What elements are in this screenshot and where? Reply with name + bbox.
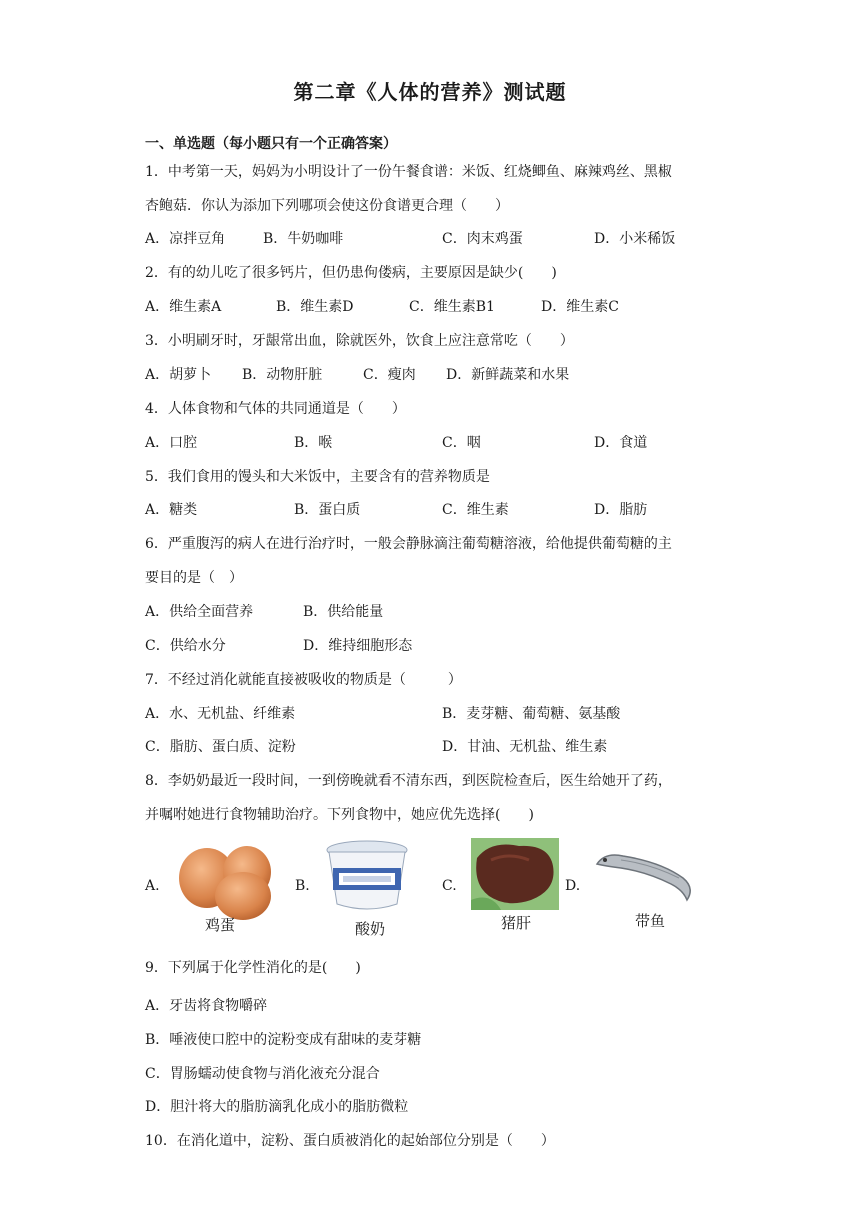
section-heading: 一、单选题（每小题只有一个正确答案） [145,136,397,152]
q6-option-c: C．供给水分 [145,638,226,654]
q3-option-d: D．新鲜蔬菜和水果 [446,367,570,383]
q4-option-d: D．食道 [594,435,648,451]
q5-option-c: C．维生素 [442,502,509,518]
q6-option-b: B．供给能量 [303,604,384,620]
question-2-text: 2．有的幼儿吃了很多钙片，但仍患佝偻病，主要原因是缺少( ) [145,265,557,281]
q4-option-b: B．喉 [294,435,333,451]
q4-option-c: C．咽 [442,435,481,451]
q2-option-a: A．维生素A [145,299,222,315]
q8-image-options [145,838,725,938]
q8-caption-yogurt: 酸奶 [355,920,386,938]
q9-option-d: D．胆汁将大的脂肪滴乳化成小的脂肪微粒 [145,1099,409,1115]
question-6-text-cont: 要目的是（ ） [145,570,243,586]
q8-option-a: A. [145,878,160,894]
q4-option-a: A．口腔 [145,435,198,451]
q7-option-d: D．甘油、无机盐、维生素 [442,739,608,755]
q8-caption-egg: 鸡蛋 [205,916,236,934]
q1-option-b: B．牛奶咖啡 [263,231,344,247]
q8-caption-hairtail-fish: 带鱼 [635,912,666,930]
question-9-text: 9．下列属于化学性消化的是( ) [145,960,361,976]
q9-option-b: B．唾液使口腔中的淀粉变成有甜味的麦芽糖 [145,1032,422,1048]
q3-option-c: C．瘦肉 [363,367,416,383]
q9-option-c: C．胃肠蠕动使食物与消化液充分混合 [145,1066,380,1082]
q8-option-c: C. [442,878,457,894]
q8-option-d: D. [565,878,581,894]
q2-option-d: D．维生素C [541,299,619,315]
q7-option-b: B．麦芽糖、葡萄糖、氨基酸 [442,706,621,722]
question-10-text: 10．在消化道中，淀粉、蛋白质被消化的起始部位分别是（ ） [145,1133,555,1149]
page-title: 第二章《人体的营养》测试题 [293,80,567,104]
q5-option-d: D．脂肪 [594,502,648,518]
q3-option-b: B．动物肝脏 [242,367,323,383]
q5-option-b: B．蛋白质 [294,502,361,518]
q3-option-a: A．胡萝卜 [145,367,212,383]
q2-option-b: B．维生素D [276,299,354,315]
q1-option-c: C．肉末鸡蛋 [442,231,523,247]
q5-option-a: A．糖类 [145,502,198,518]
q8-caption-pork-liver: 猪肝 [501,914,532,932]
q6-option-d: D．维持细胞形态 [303,638,413,654]
q7-option-a: A．水、无机盐、纤维素 [145,706,296,722]
question-6-text: 6．严重腹泻的病人在进行治疗时，一般会静脉滴注葡萄糖溶液，给他提供葡萄糖的主 [145,536,672,552]
question-5-text: 5．我们食用的馒头和大米饭中，主要含有的营养物质是 [145,469,490,485]
question-8-text: 8．李奶奶最近一段时间，一到傍晚就看不清东西，到医院检查后，医生给她开了药， [145,773,672,789]
q6-option-a: A．供给全面营养 [145,604,254,620]
q2-option-c: C．维生素B1 [409,299,495,315]
question-7-text: 7．不经过消化就能直接被吸收的物质是（ ） [145,672,462,688]
question-1-text-cont: 杏鲍菇．你认为添加下列哪项会使这份食谱更合理（ ） [145,198,509,214]
question-1-text: 1．中考第一天，妈妈为小明设计了一份午餐食谱：米饭、红烧鲫鱼、麻辣鸡丝、黑椒 [145,164,672,180]
q1-option-a: A．凉拌豆角 [145,231,226,247]
question-3-text: 3．小明刷牙时，牙龈常出血，除就医外，饮食上应注意常吃（ ） [145,333,574,349]
q1-option-d: D．小米稀饭 [594,231,676,247]
question-8-text-cont: 并嘱咐她进行食物辅助治疗。下列食物中，她应优先选择( ) [145,807,534,823]
q7-option-c: C．脂肪、蛋白质、淀粉 [145,739,296,755]
q9-option-a: A．牙齿将食物嚼碎 [145,998,268,1014]
q8-option-b: B. [295,878,310,894]
question-4-text: 4．人体食物和气体的共同通道是（ ） [145,401,406,417]
